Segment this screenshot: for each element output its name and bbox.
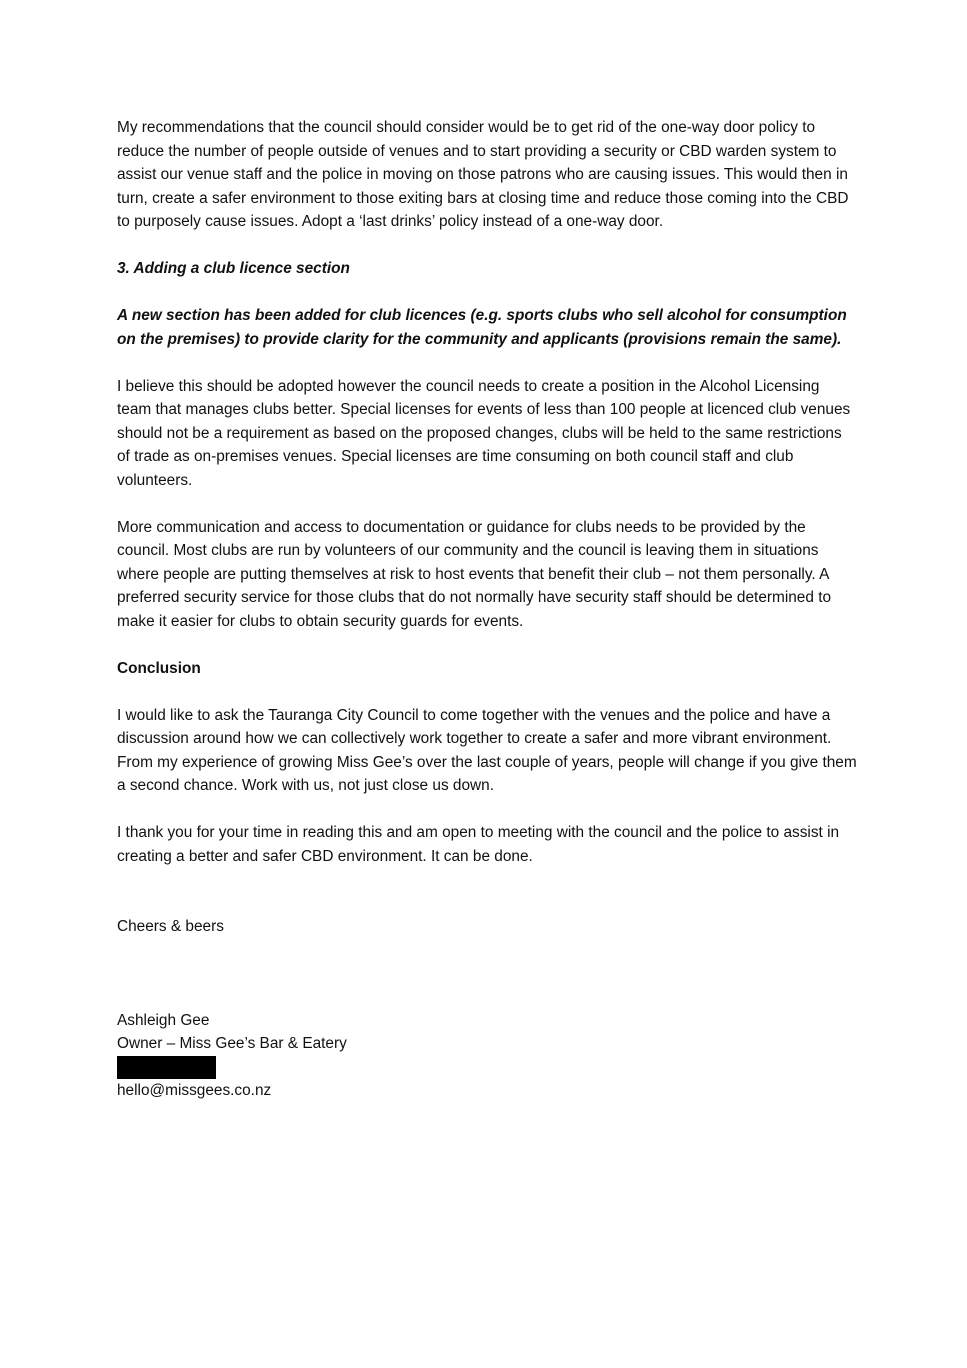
document-body [117, 116, 857, 1102]
conclusion-heading: Conclusion [117, 659, 201, 677]
signature-title: Owner – Miss Gee’s Bar & Eatery [117, 1035, 347, 1052]
paragraph-club-communication: More communication and access to documentation or guidance for clubs needs to be provided by the council. Most clubs are run by volunteers of our community and the council is leaving them in situations where people are putting themselves at risk to host events that benefit their club – not them personally. A preferred security service for those clubs that do not normally have security staff should be determined to make it easier for clubs to obtain security guards for events. [117, 518, 832, 630]
paragraph-thanks: I thank you for your time in reading this and am open to meeting with the council and the police to assist in creating a better and safer CBD environment. It can be done. [117, 824, 840, 865]
redacted-phone-box [117, 1056, 216, 1079]
section-3-proposal: A new section has been added for club licences (e.g. sports clubs who sell alcohol for consumption on the premises) to provide clarity for the community and applicants (provisions remain the same). [117, 307, 847, 348]
signoff: Cheers & beers [117, 918, 224, 935]
section-3-heading: 3. Adding a club licence section [117, 260, 350, 277]
paragraph-club-licensing: I believe this should be adopted however the council needs to create a position in the Alcohol Licensing team that manages clubs better. Special licenses for events of less than 100 people at licenced club venues should not be a requirement as based on the proposed changes, clubs will be held to the same restrictions of trade as on-premises venues. Special licenses are time consuming on both council staff and club volunteers. [117, 377, 851, 489]
signature-block [117, 1009, 857, 1103]
paragraph-conclusion: I would like to ask the Tauranga City Council to come together with the venues and the police and have a discussion around how we can collectively work together to create a safer and more vibrant environment. From my experience of growing Miss Gee’s over the last couple of years, people will change if you give them a second chance. Work with us, not just close us down. [117, 706, 857, 794]
paragraph-recommendations: My recommendations that the council should consider would be to get rid of the one-way door policy to reduce the number of people outside of venues and to start providing a security or CBD warden system to assist our venue staff and the police in moving on those patrons who are causing issues. This would then in turn, create a safer environment to those exiting bars at closing time and reduce those coming into the CBD to purposely cause issues. Adopt a ‘last drinks’ policy instead of a one-way door. [117, 119, 849, 230]
signature-email: hello@missgees.co.nz [117, 1081, 272, 1099]
signature-name: Ashleigh Gee [117, 1011, 210, 1029]
